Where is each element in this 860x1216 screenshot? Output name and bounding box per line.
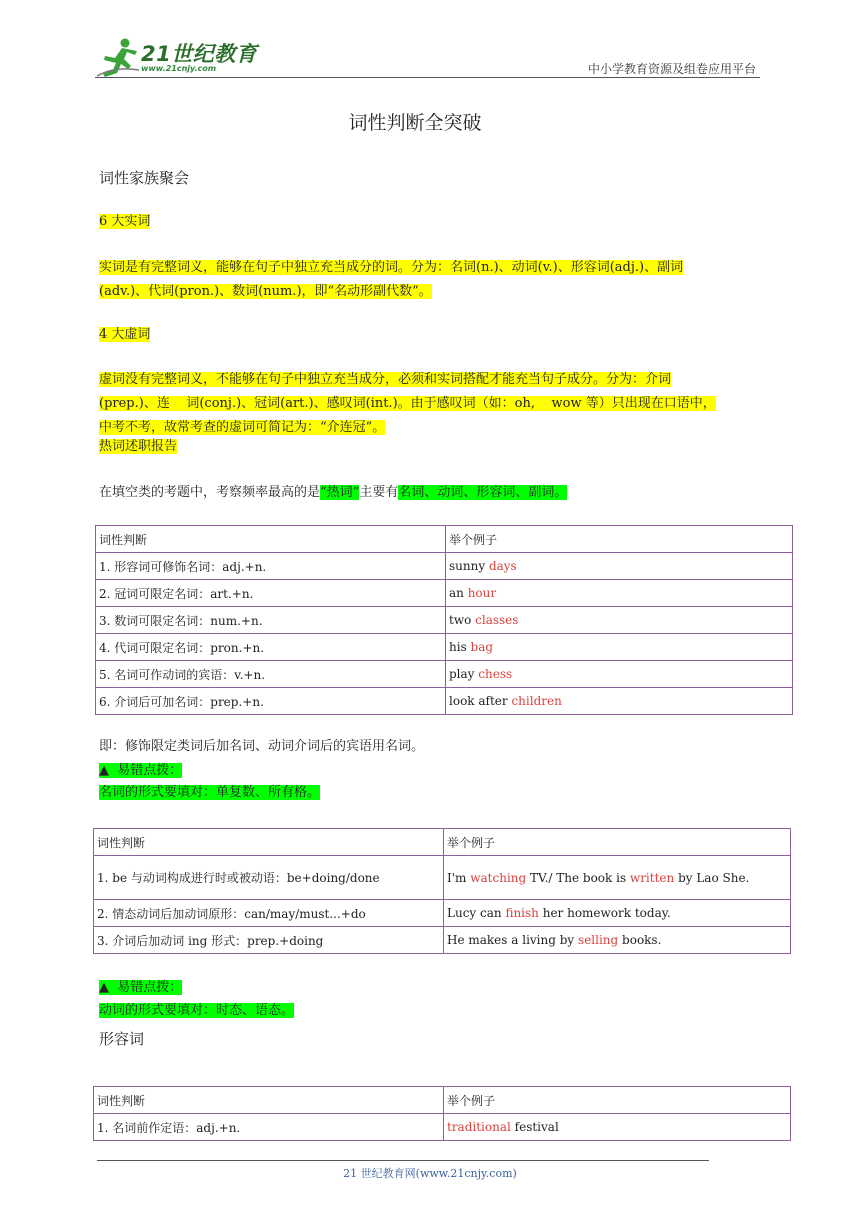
noun-summary: 即：修饰限定类词后加名词、动词介词后的宾语用名词。 bbox=[99, 739, 425, 754]
header-divider bbox=[95, 77, 760, 78]
rule-cell: 1. 形容词可修饰名词：adj.+n. bbox=[96, 553, 446, 580]
table-row bbox=[96, 634, 793, 661]
rule-cell: 6. 介词后可加名词：prep.+n. bbox=[96, 688, 446, 715]
table-header-row bbox=[94, 1087, 791, 1114]
table-row bbox=[96, 607, 793, 634]
example-cell: his bag bbox=[446, 634, 793, 661]
rule-cell: 4. 代词可限定名词：pron.+n. bbox=[96, 634, 446, 661]
rule-cell: 5. 名词可作动词的宾语：v.+n. bbox=[96, 661, 446, 688]
table-row bbox=[94, 927, 791, 954]
table-header-cell: 词性判断 bbox=[96, 526, 446, 553]
noun-tip-label: ▲ 易错点拨： bbox=[99, 763, 183, 778]
table-row bbox=[96, 553, 793, 580]
table-row bbox=[96, 661, 793, 688]
table-header-cell: 词性判断 bbox=[94, 1087, 444, 1114]
hot-words-intro: 在填空类的考题中，考察频率最高的是“热词”主要有名词、动词、形容词、副词。 bbox=[99, 485, 568, 500]
content-words-text: 实词是有完整词义，能够在句子中独立充当成分的词。分为：名词(n.)、动词(v.)、形容词(adj.)、副词 (adv.)、代词(pron.)、数词(num.)，即“名动形副代数”。 bbox=[99, 260, 684, 299]
table-row bbox=[94, 1114, 791, 1141]
table-header-cell: 举个例子 bbox=[444, 1087, 791, 1114]
noun-rules-table bbox=[95, 525, 793, 715]
footer-divider bbox=[97, 1160, 709, 1161]
table-header-row bbox=[94, 829, 791, 856]
example-cell: He makes a living by selling books. bbox=[444, 927, 791, 954]
page-title: 词性判断全突破 bbox=[348, 112, 482, 134]
rule-cell: 2. 情态动词后加动词原形：can/may/must...+do bbox=[94, 900, 444, 927]
table-header-cell: 词性判断 bbox=[94, 829, 444, 856]
function-words-text: 虚词没有完整词义，不能够在句子中独立充当成分，必须和实词搭配才能充当句子成分。分为：介词 (prep.)、连 词(conj.)、冠词(art.)、感叹词(int.)。由于感叹词（如：oh, wow 等）只出现在口语中， 中考不考，故常考查的虚词可简记为：“介连冠”。 bbox=[99, 372, 716, 435]
table-row bbox=[94, 856, 791, 900]
table-header-cell: 举个例子 bbox=[446, 526, 793, 553]
noun-tip-text: 名词的形式要填对：单复数、所有格。 bbox=[99, 785, 321, 800]
table-header-row bbox=[96, 526, 793, 553]
function-words-heading: 4 大虚词 bbox=[99, 327, 151, 342]
section-heading: 词性家族聚会 bbox=[99, 169, 190, 187]
table-row bbox=[96, 580, 793, 607]
verb-tip-label: ▲ 易错点拨： bbox=[99, 980, 183, 995]
logo-text: 21世纪教育 bbox=[141, 42, 258, 66]
table-row bbox=[94, 900, 791, 927]
example-cell: traditional festival bbox=[444, 1114, 791, 1141]
rule-cell: 3. 数词可限定名词：num.+n. bbox=[96, 607, 446, 634]
site-logo bbox=[95, 36, 265, 78]
rule-cell: 2. 冠词可限定名词：art.+n. bbox=[96, 580, 446, 607]
table-row bbox=[96, 688, 793, 715]
rule-cell: 3. 介词后加动词 ing 形式：prep.+doing bbox=[94, 927, 444, 954]
adjective-heading: 形容词 bbox=[99, 1030, 145, 1048]
hot-words-heading: 热词述职报告 bbox=[99, 439, 178, 454]
rule-cell: 1. be 与动词构成进行时或被动语：be+doing/done bbox=[94, 856, 444, 900]
verb-tip-text: 动词的形式要填对：时态、语态。 bbox=[99, 1003, 295, 1018]
example-cell: play chess bbox=[446, 661, 793, 688]
adjective-rules-table bbox=[93, 1086, 791, 1141]
example-cell: look after children bbox=[446, 688, 793, 715]
example-cell: two classes bbox=[446, 607, 793, 634]
example-cell: an hour bbox=[446, 580, 793, 607]
header-platform-text: 中小学教育资源及组卷应用平台 bbox=[587, 62, 756, 76]
example-cell: I'm watching TV./ The book is written by Lao She. bbox=[444, 856, 791, 900]
runner-icon bbox=[95, 36, 141, 78]
example-cell: sunny days bbox=[446, 553, 793, 580]
rule-cell: 1. 名词前作定语：adj.+n. bbox=[94, 1114, 444, 1141]
content-words-heading: 6 大实词 bbox=[99, 214, 151, 229]
logo-url: www.21cnjy.com bbox=[141, 64, 217, 73]
table-header-cell: 举个例子 bbox=[444, 829, 791, 856]
verb-rules-table bbox=[93, 828, 791, 954]
footer-text: 21 世纪教育网(www.21cnjy.com) bbox=[343, 1167, 517, 1180]
example-cell: Lucy can finish her homework today. bbox=[444, 900, 791, 927]
